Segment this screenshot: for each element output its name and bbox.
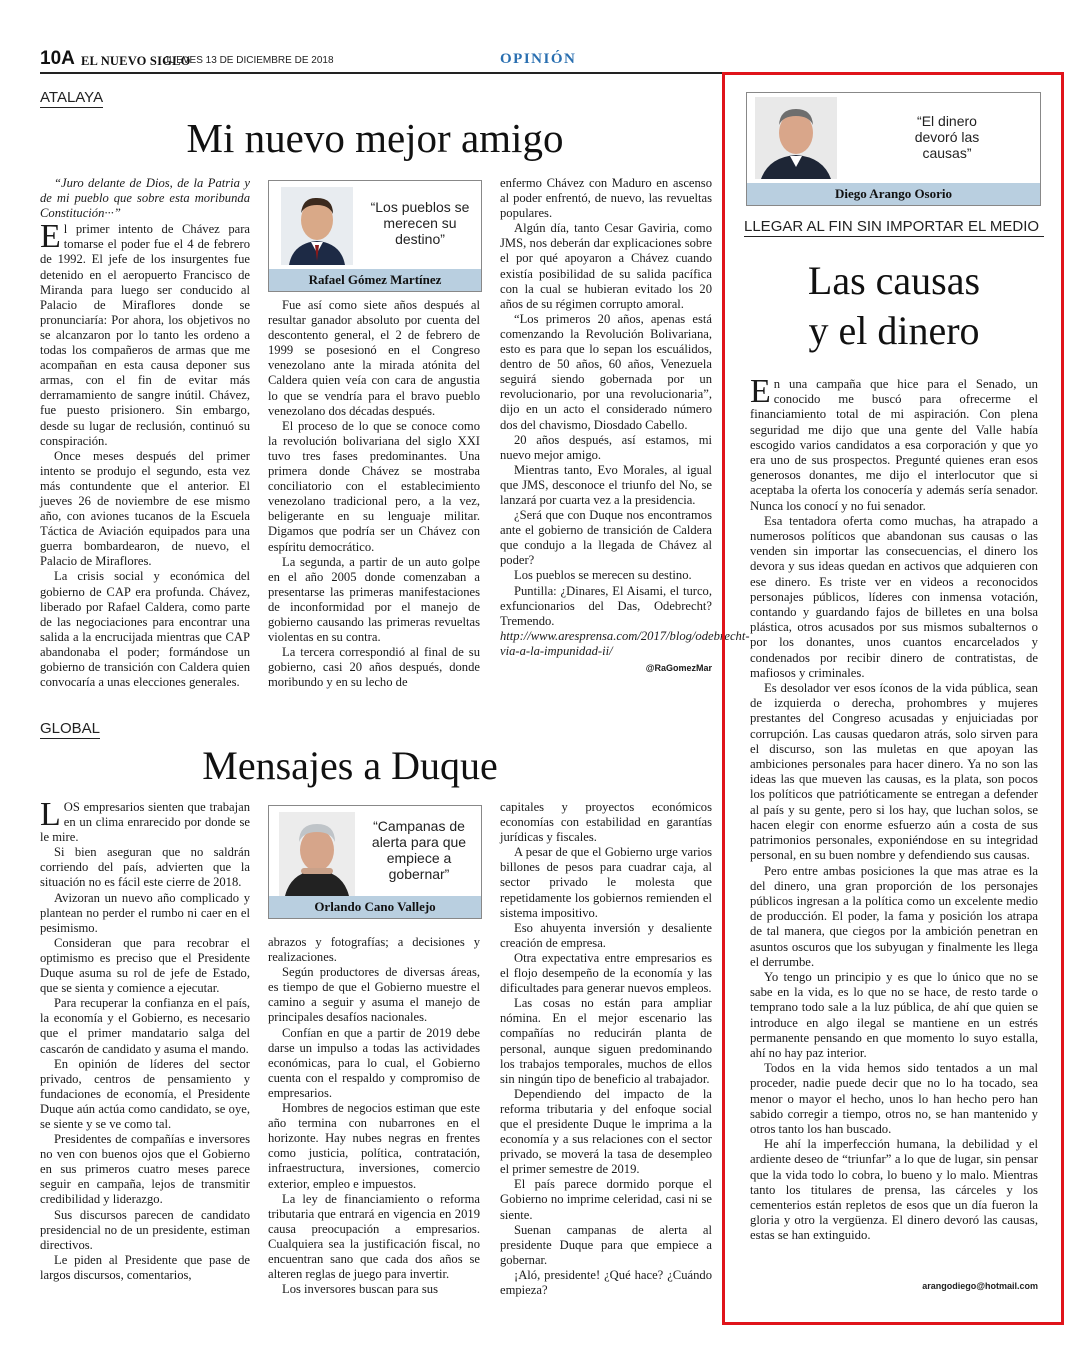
article2-paragraph: Sus discursos parecen de candidato presidencial no de un presidente, estiman directivos. xyxy=(40,1207,250,1252)
article3-headline xyxy=(744,256,1044,356)
article2-paragraph: Otra expectativa entre empresarios es el flojo desempeño de la economía y las dificultades para generar nuevos empleos. xyxy=(500,950,712,996)
section-name: OPINIÓN xyxy=(500,51,577,67)
article3-paragraph: Esa tentadora oferta como muchas, ha atrapado a numerosos políticos que abandonan sus causas o las venden sin importar las consecuencias, el dinero los devora y sus ideas quedan en activos que adquieren con ese dinero. Es triste ver en videos a reconocidos personajes públicos, líderes con inmensa votación, contando y guardando fajos de billetes en una bolsa plástica, otros acusados por sus mismos subalternos o por los donantes, unos cuantos encarcelados y condenados por recibir dinero de contratistas, de mafiosos y criminales. xyxy=(750,513,1038,680)
article2-paragraph: Los inversores buscan para sus xyxy=(282,1282,438,1297)
article1-pull-quote: “Los pueblos se merecen su destino” xyxy=(370,199,470,247)
article3-paragraph: Todos en la vida hemos sido tentados a un mal proceder, nadie puede decir que no lo ha tocado, sea menor o mayor el hecho, unos lo han hecho pero han sabido corregir a tiempo, otros no, se han mantenido y otros tanto los han buscado. xyxy=(750,1061,1038,1136)
page-header xyxy=(40,48,1040,72)
article1-paragraph: 20 años después, así estamos, mi nuevo mejor amigo. xyxy=(500,432,712,462)
article2-paragraph: Las cosas no están para ampliar nómina. En el mejor escenario las compañías no reducirán planta de personal, aunque siguen predominando los trabajos temporales, muchos de ellos sin ningún tipo de beneficio al trabajador. xyxy=(500,996,712,1086)
article1-paragraph: Los pueblos se merecen su destino. xyxy=(514,568,692,583)
article3-paragraph: He ahí la imperfección humana, la debilidad y el ardiente deseo de “triunfar” a lo que de lugar, sin pensar que la vida todo lo cobra, lo bueno y lo malo. Mientras tanto los titulares de prensa, las cárceles y los cementerios están repletos de esos que un día fueron la gloria y otro la vergüenza. El dinero devoró las causas, estas se han extinguido. xyxy=(750,1137,1038,1243)
article3-paragraph: Pero entre ambas posiciones la que mas atrae es la del dinero, una gran proporción de los personajes públicos ingresan a la política como un excelente medio de producción. El poder, la fama y posición los atrapa de tal manera, que ciegos por la ambición penetran en asuntos oscuros que los subyugan y finalmente les llega el derrumbe. xyxy=(750,863,1038,969)
article3-paragraph: Es desolador ver esos íconos de la vida pública, sean de izquierda o derecha, prohombres y mujeres prestantes del Congreso acusadas y enjuiciadas por corrupción. Las causas quedaron atrás, solo sirven para el discurso, son las muletas en que apoyan las ambiciones personales para hacer dinero. Ya no son las ideas las que mueven las causas, es la plata, son pocos los políticos que patrióticamente se entregan a defender al país y su gente, pero si los hay, que luchan solos, se hacen elegir con enorme esfuerzo aún a costa de sus patrimonios personales, exponiéndose en su integridad personal, en su buen nombre y defendiendo sus causas. xyxy=(750,681,1038,863)
section-label-global: GLOBAL xyxy=(40,720,101,737)
article1-paragraph: “Los primeros 20 años, apenas está comenzando la Revolución Bolivariana, esto es para que lo sepan los escuálidos, dentro de 50 años, 60 años, Venezuela seguirá siendo gobernada por un revolucionario, por una revolucionaria”, dijo en un acto el considerado número dos del chavismo, Diosdado Cabello. xyxy=(500,311,712,432)
article1-column-3 xyxy=(500,176,750,688)
article2-paragraph: capitales y proyectos económicos economías con estabilidad en garantías jurídicas y fiscales. xyxy=(500,800,712,845)
article2-paragraph: A pesar de que el Gobierno urge varios billones de pesos para cuadrar caja, al sector privado le molesta que repetidamente los gobiernos remienden el sistema impositivo. xyxy=(500,845,712,920)
article2-paragraph: Dependiendo del impacto de la reforma tributaria y del enfoque social que el presidente Duque le imprima a la economía y a sus relaciones con el sector privado, se moverá la tasa de desempleo el primer semestre de 2019. xyxy=(500,1086,712,1177)
author-box-diego xyxy=(746,92,1041,206)
author-name: Diego Arango Osorio xyxy=(747,183,1040,205)
article2-column-3 xyxy=(500,800,712,1300)
article1-paragraph: Mientras tanto, Evo Morales, al igual que JMS, desconoce el triunfo del No, se lanzará por cuarta vez a la presidencia. xyxy=(500,462,712,507)
article1-column-2 xyxy=(268,298,480,688)
article1-paragraph: La crisis social y económica del gobierno de CAP era profunda. Chávez, liberado por Rafael Caldera, como parte de las negociaciones para encontrar una salida a la encrucijada mientras que CAP abandonaba el poder; formándose un gobierno de transición con Caldera quien convocaría a unas elecciones generales. xyxy=(40,569,250,690)
article2-headline: Mensajes a Duque xyxy=(202,743,498,788)
article2-pull-quote: “Campanas de alerta para que empiece a gobernar” xyxy=(371,818,467,882)
article2-column-2 xyxy=(268,935,480,1300)
author-photo xyxy=(279,812,355,896)
author-box-orlando xyxy=(268,805,482,919)
author-box-rafael xyxy=(268,180,482,292)
author-photo xyxy=(755,97,837,179)
headline-line: Las causas xyxy=(807,258,981,303)
author-name: Rafael Gómez Martínez xyxy=(269,269,481,291)
article3-body xyxy=(750,373,1038,1292)
page-date: JUEVES 13 DE DICIEMBRE DE 2018 xyxy=(164,55,334,66)
article1-paragraph: Fue así como siete años después al resultar ganador absoluto por cuenta del descontento general, el 2 de febrero de 1999 se posesionó en el Congreso venezolano ante la mirada atónita del Caldera quien veía con cara de angustia lo que se vendría para el bravo pueblo venezolano dos décadas después. xyxy=(268,298,480,418)
article2-paragraph: Consideran que para recobrar el optimismo es preciso que el Presidente Duque asuma su rol de jefe de Estado, que se sienta y comience a ejecutar. xyxy=(40,935,250,996)
article2-paragraph: Hombres de negocios estiman que este año termina con nubarrones en el horizonte. Hay nubes negras en frentes como justicia, política, contratación, infraestructura, inversiones, comercio exterior, empleo e impuestos. xyxy=(268,1101,480,1191)
article3-paragraph: En una campaña que hice para el Senado, un conocido me buscó para ofrecerme el financiamiento total de mi aspiración. Con plena seguridad me dijo que una gente del Valle había escogido varios candidatos a esa corporación y que yo era uno de sus prospectos. Pregunté quienes eran esos generosos donantes, me dijo el interlocutor que si aceptaba la oferta los conocería y además sería senador. Nunca los conocí y no fui senador. xyxy=(750,373,1038,513)
article1-paragraph: ¿Será que con Duque nos encontramos ante el gobierno de transición de Caldera que condujo a la llegada de Chávez al poder? xyxy=(500,508,712,568)
article1-paragraph: enfermo Chávez con Maduro en ascenso al poder enfrentó, de nuevo, las revueltas populares. xyxy=(500,176,712,221)
article2-paragraph: Para recuperar la confianza en el país, la economía y el Gobierno, es necesario que el primer mandatario salga del cascarón de candidato y asuma el mando. xyxy=(40,996,250,1056)
article1-headline: Mi nuevo mejor amigo xyxy=(186,115,564,161)
article1-epigraph: “Juro delante de Dios, de la Patria y de mi pueblo que sobre esta moribunda Constitución···” xyxy=(40,176,250,221)
article2-paragraph: Si bien aseguran que no saldrán corriendo del país, advierten que la situación no es fácil este cierre de 2018. xyxy=(40,845,250,890)
article1-paragraph: Algún día, tanto Cesar Gaviria, como JMS, nos deberán dar explicaciones sobre el por qué apoyaron a Chávez cuando existía posibilidad de su salida pacífica con la cual se hubieran evitado los 20 años de su régimen corrupto amoral. xyxy=(500,221,712,311)
article2-paragraph: Le piden al Presidente que pase de largos discursos, comentarios, xyxy=(40,1252,250,1282)
article1-paragraph: El proceso de lo que se conoce como la revolución bolivariana del siglo XXI tuvo tres fases predominantes. Una primera donde Chávez se mostraba conciliatorio con el establecimiento venezolano tradicional pero, a la vez, beligerante en su lenguaje militar. Digamos que podría ser un Chávez con espíritu democrático. xyxy=(268,418,480,554)
article2-paragraph: En opinión de líderes del sector privado, centros de pensamiento y fundaciones de economía, el Presidente Duque aún actúa como candidato, se oye, se siente y se ve como tal. xyxy=(40,1056,250,1131)
article3-kicker: LLEGAR AL FIN SIN IMPORTAR EL MEDIO xyxy=(744,218,1044,237)
article2-paragraph: ¡Aló, presidente! ¿Qué hace? ¿Cuándo empieza? xyxy=(500,1267,712,1297)
article1-paragraph: El primer intento de Chávez para tomarse el poder fue el 4 de febrero de 1992. El jefe de los insurgentes fue detenido en el aeropuerto Francisco de Miranda para luego ser conducido al Palacio de Miraflores donde se pronunciaría: Por ahora, los objetivos no se alcanzaron por lo tanto les ordeno a todas los compañeros de armas que me acompañan en esta causa deponer sus armas, con el fin de evitar más derramamiento de sangre inútil. Chávez, fue puesto prisionero. Sin embargo, desde su lugar de reclusión, continuó su conspiración. xyxy=(40,218,250,448)
article2-paragraph: LOS empresarios sienten que trabajan en un clima enrarecido por donde se le mire. xyxy=(40,796,250,845)
article2-paragraph: Según productores de diversas áreas, es tiempo de que el Gobierno muestre el camino a seguir y asuma el manejo de principales desafíos nacionales. xyxy=(268,965,480,1025)
author-portrait-icon xyxy=(281,187,353,265)
article1-paragraph: La segunda, a partir de un auto golpe en el año 2005 donde comenzaban a presentarse las primeras manifestaciones de inconformidad por el manejo de gobierno causando las primeras revueltas violentas en su contra. xyxy=(268,554,480,645)
article1-paragraph: Puntilla: ¿Dinares, El Aisami, el turco, exfuncionarios del Das, Odebrecht? Tremendo. xyxy=(500,583,712,628)
article2-paragraph: Presidentes de compañías e inversores no ven con buenos ojos que el Gobierno en sus primeros cuatro meses parece seguir en campaña, lejos de transmitir credibilidad y liderazgo. xyxy=(40,1132,250,1207)
article1-column-1 xyxy=(40,176,250,688)
article1-handle: @RaGomezMar xyxy=(645,663,712,673)
article2-paragraph: Eso ahuyenta inversión y desaliente creación de empresa. xyxy=(500,920,712,950)
article2-paragraph: abrazos y fotografías; a decisiones y realizaciones. xyxy=(268,935,480,965)
article3-paragraph: Yo tengo un principio y es que lo único que no se sabe en la vida, es lo que no se hace, de resto tarde o temprano todo sale a la luz pública, de ahí que quien se introduce en algo ilegal se mantiene en un estrés permanente pensando en que momento lo suyo estalla, ahí no hay paz interior. xyxy=(750,969,1038,1060)
author-name: Orlando Cano Vallejo xyxy=(269,896,481,918)
article2-paragraph: Avizoran un nuevo año complicado y plantean no perder el rumbo ni caer en el pesimismo. xyxy=(40,890,250,935)
article2-paragraph: La ley de financiamiento o reforma tributaria que entrará en vigencia en 2019 causa preocupación a empresarios. Cualquiera sea la justificación fiscal, no encuentran sano que cada dos años se alteren reglas de juego para invertir. xyxy=(268,1191,480,1282)
article1-paragraph: La tercera correspondió al final de su gobierno, casi 20 años después, donde moribundo y en su lecho de xyxy=(268,645,480,690)
article2-column-1 xyxy=(40,796,250,1300)
author-portrait-icon xyxy=(279,812,355,896)
headline-line: y el dinero xyxy=(808,308,980,353)
article3-email[interactable]: arangodiego@hotmail.com xyxy=(922,1281,1038,1291)
author-photo xyxy=(281,187,353,265)
section-label-atalaya: ATALAYA xyxy=(40,89,104,106)
article2-paragraph: Suenan campanas de alerta al presidente Duque para que empiece a gobernar. xyxy=(500,1222,712,1267)
article3-pull-quote: “El dinero devoró las causas” xyxy=(914,113,980,161)
page-number: 10A xyxy=(40,48,75,69)
author-portrait-icon xyxy=(755,97,837,179)
paper-name: EL NUEVO SIGLO xyxy=(81,54,191,68)
article2-paragraph: El país parece dormido porque el Gobierno no imprime celeridad, casi ni se siente. xyxy=(500,1177,712,1222)
article1-paragraph: Once meses después del primer intento se produjo el segundo, esta vez más contundente que el anterior. El jueves 26 de noviembre de ese mismo año, con aviones tucanos de la Escuela Táctica de Aviación equipados para una guerra bombardearon, de nuevo, el Palacio de Miraflores. xyxy=(40,448,250,569)
article1-url[interactable]: http://www.aresprensa.com/2017/blog/odebrecht-via-a-la-impunidad-ii/ xyxy=(500,628,750,658)
article2-paragraph: Confían en que a partir de 2019 debe darse un impulso a todas las actividades económicas, para lo cual, el Gobierno cuenta con el respaldo y compromiso de empresarios. xyxy=(268,1025,480,1100)
